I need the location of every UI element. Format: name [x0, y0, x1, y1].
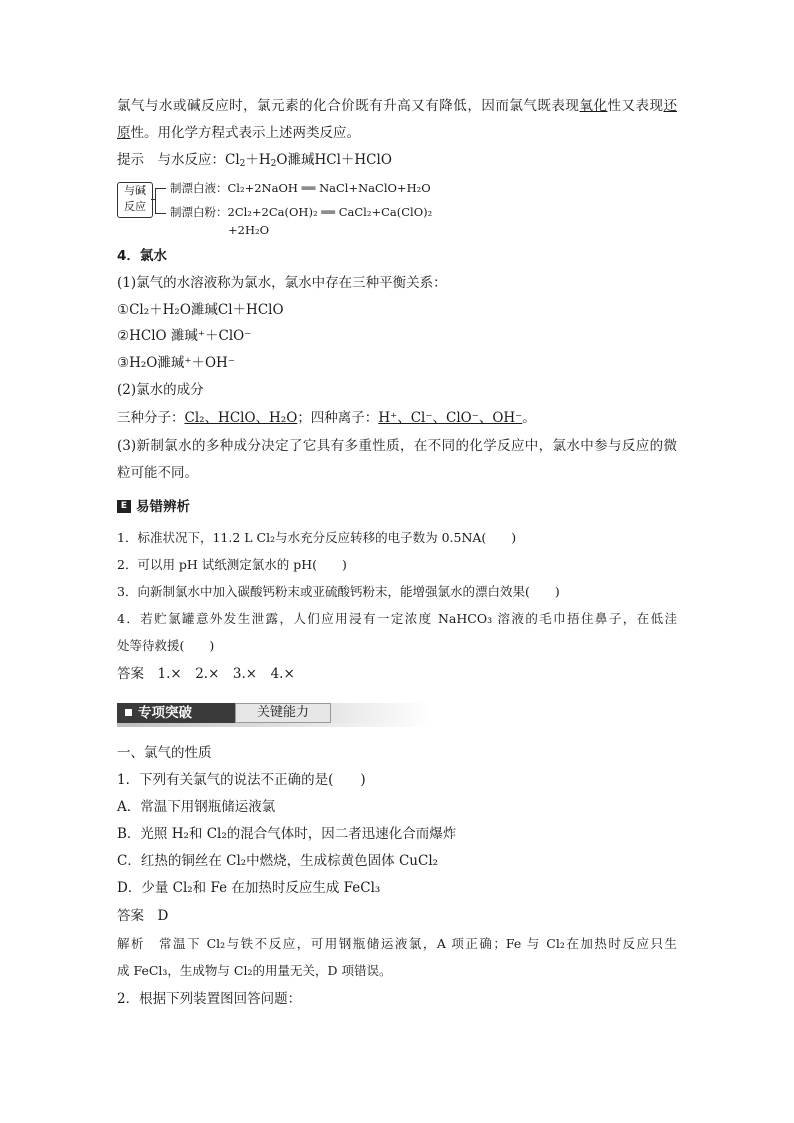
section-4-p3-line-1: (3)新制氯水的多种成分决定了它具有多重性质，在不同的化学反应中，氯水中参与反应的微	[117, 438, 677, 454]
option-c: C．红热的铜丝在 Cl₂中燃烧，生成棕黄色固体 CuCl₂	[117, 853, 439, 869]
analysis-line-2: 成 FeCl₃，生成物与 Cl₂的用量无关，D 项错误。	[117, 963, 392, 978]
banner-fade	[331, 703, 433, 723]
section-4-p2: (2)氯水的成分	[117, 382, 204, 398]
option-b: B．光照 H₂和 Cl₂的混合气体时，因二者迅速化合而爆炸	[117, 826, 457, 842]
equilibrium-eq-2: ②HClO 濉瑊⁺＋ClO⁻	[117, 328, 252, 344]
equilibrium-eq-1: ①Cl₂＋H₂O濉瑊Cl＋HClO	[117, 302, 284, 318]
tip-label: 提示	[117, 152, 144, 168]
error-item-2: 2．可以用 pH 试纸测定氯水的 pH( )	[117, 557, 347, 572]
banner-secondary: 关键能力	[235, 703, 331, 723]
equilibrium-eq-3: ③H₂O濉瑊⁺＋OH⁻	[117, 355, 235, 371]
banner-shadow	[117, 723, 433, 727]
chlorine-water-components: 三种分子：Cl₂、HClO、H₂O；四种离子：H⁺、Cl⁻、ClO⁻、OH⁻。	[117, 410, 536, 426]
underlined-oxidation: 氧化	[579, 98, 608, 114]
error-item-4-line-1: 4．若贮氯罐意外发生泄露，人们应用浸有一定浓度 NaHCO₃ 溶液的毛巾捂住鼻子，在低洼	[117, 611, 677, 626]
section-banner	[117, 703, 433, 727]
error-item-1: 1．标准状况下，11.2 L Cl₂与水充分反应转移的电子数为 0.5NA( )	[117, 530, 517, 545]
option-d: D．少量 Cl₂和 Fe 在加热时反应生成 FeCl₃	[117, 880, 381, 896]
banner-primary: 专项突破	[117, 703, 235, 723]
question-1: 1．下列有关氯气的说法不正确的是( )	[117, 772, 366, 788]
section-4-p1: (1)氯气的水溶液称为氯水，氯水中存在三种平衡关系：	[117, 275, 447, 291]
intro-line-2: 原性。用化学方程式表示上述两类反应。	[117, 125, 360, 141]
part-1-title: 一、氯气的性质	[117, 745, 212, 761]
section-4-title: 4．氯水	[117, 248, 167, 264]
error-item-3: 3．向新制氯水中加入碳酸钙粉末或亚硫酸钙粉末，能增强氯水的漂白效果( )	[117, 584, 560, 599]
error-section-title: 易错辨析	[136, 499, 190, 515]
underlined-reduction-start: 还	[663, 98, 678, 114]
analysis-line-1: 解析 常温下 Cl₂与铁不反应，可用钢瓶储运液氯，A 项正确；Fe 与 Cl₂在加热时反应只生	[117, 936, 677, 951]
ions-list: H⁺、Cl⁻、ClO⁻、OH⁻	[378, 410, 523, 426]
bleach-powder-equation-cont: +2H₂O	[228, 223, 270, 237]
intro-line-1: 氯气与水或碱反应时，氯元素的化合价既有升高又有降低，因而氯气既表现氧化性又表现还	[117, 98, 678, 114]
question-2: 2．根据下列装置图回答问题：	[117, 991, 302, 1007]
error-section-icon: E	[117, 500, 131, 513]
tip-line: 提示 与水反应：$Cl_2+H_2O$濉瑊HCl＋HClO	[117, 152, 392, 169]
alkali-reaction-label-box: 与碱 反应	[117, 182, 153, 218]
option-a: A．常温下用钢瓶储运液氯	[117, 799, 276, 815]
reaction-bracket	[155, 188, 166, 214]
bleach-powder-equation: 制漂白粉：2Cl₂+2Ca(OH)₂ ══ CaCl₂+Ca(ClO)₂	[170, 205, 433, 219]
section-4-p3-line-2: 粒可能不同。	[117, 465, 198, 481]
error-answers: 答案 1.× 2.× 3.× 4.×	[117, 666, 295, 682]
question-1-answer: 答案 D	[117, 908, 169, 924]
molecules-list: Cl₂、HClO、H₂O	[184, 410, 298, 426]
error-item-4-line-2: 处等待救援( )	[117, 638, 215, 653]
bleach-liquid-equation: 制漂白液：Cl₂+2NaOH ══ NaCl+NaClO+H₂O	[170, 181, 431, 195]
square-icon	[125, 709, 132, 716]
